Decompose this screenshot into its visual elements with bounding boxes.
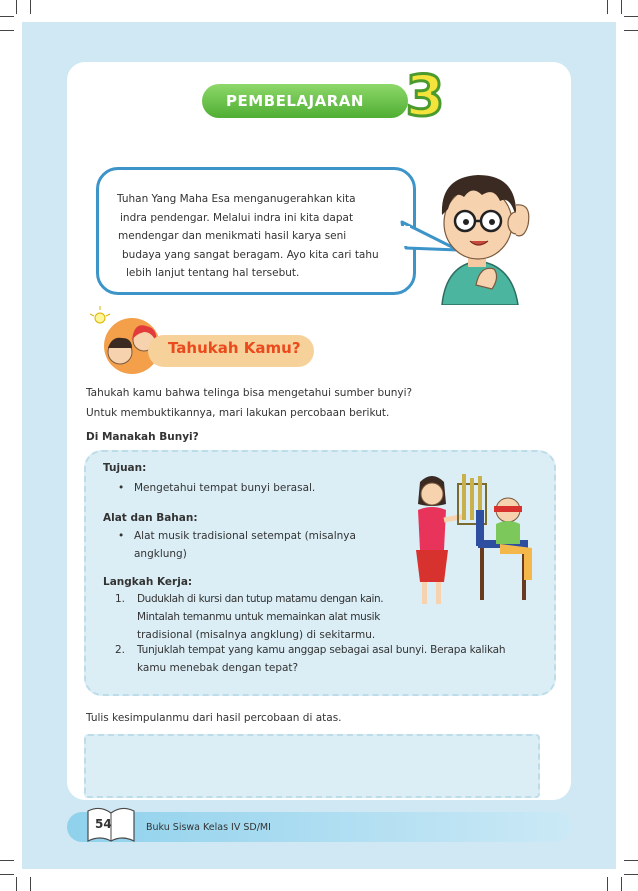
closing-instruction: Tulis kesimpulanmu dari hasil percobaan di atas. xyxy=(86,712,342,724)
intro-line: Untuk membuktikannya, mari lakukan percobaan berikut. xyxy=(86,407,390,419)
crop-mark xyxy=(621,0,622,14)
bullet-icon: • xyxy=(118,530,125,542)
tujuan-label: Tujuan: xyxy=(103,462,147,474)
answer-area xyxy=(84,734,540,798)
crop-mark xyxy=(0,874,14,875)
bubble-line: budaya yang sangat beragam. Ayo kita cari tahu xyxy=(122,248,379,261)
step-line: tradisional (misalnya angklung) di sekitarmu. xyxy=(137,629,376,641)
crop-mark xyxy=(624,30,638,31)
crop-mark xyxy=(0,860,14,861)
bubble-line: mendengar dan menikmati hasil karya seni xyxy=(118,230,347,242)
bullet-icon: • xyxy=(118,482,125,494)
crop-mark xyxy=(0,16,14,17)
step-line: kamu menebak dengan tepat? xyxy=(137,662,299,674)
crop-mark xyxy=(607,877,608,891)
crop-mark xyxy=(621,877,622,891)
step-2 xyxy=(115,641,545,677)
lesson-heading: PEMBELAJARAN xyxy=(202,84,408,118)
alat-item xyxy=(118,527,408,563)
crop-mark xyxy=(607,0,608,14)
kids-angklung-illustration xyxy=(404,470,554,610)
bubble-line: lebih lanjut tentang hal tersebut. xyxy=(126,267,300,279)
bubble-line: indra pendengar. Melalui indra ini kita dapat xyxy=(120,211,354,224)
lesson-number: 3 xyxy=(405,64,445,129)
tujuan-item xyxy=(118,479,398,497)
step-1 xyxy=(115,590,415,644)
crop-mark xyxy=(30,877,31,891)
section-title: Di Manakah Bunyi? xyxy=(86,431,199,443)
footer-bar xyxy=(67,812,571,842)
alat-label: Alat dan Bahan: xyxy=(103,512,198,524)
crop-mark xyxy=(624,16,638,17)
crop-mark xyxy=(0,30,14,31)
step-number: 2. xyxy=(115,644,126,656)
crop-mark xyxy=(624,874,638,875)
alat-text-line1: Alat musik tradisional setempat (misalnya xyxy=(134,530,356,542)
tujuan-text: Mengetahui tempat bunyi berasal. xyxy=(134,482,316,494)
crop-mark xyxy=(30,0,31,14)
alat-text-line2: angklung) xyxy=(134,548,187,560)
boy-illustration xyxy=(420,165,538,305)
step-line: Tunjuklah tempat yang kamu anggap sebagai asal bunyi. Berapa kalikah xyxy=(137,644,506,656)
tahukah-title: Tahukah Kamu? xyxy=(168,339,301,357)
bubble-line: Tuhan Yang Maha Esa menganugerahkan kita xyxy=(117,193,356,205)
step-number: 1. xyxy=(115,593,126,605)
step-line: Duduklah di kursi dan tutup matamu dengan kain. xyxy=(137,593,384,605)
crop-mark xyxy=(16,877,17,891)
crop-mark xyxy=(16,0,17,14)
book-title: Buku Siswa Kelas IV SD/MI xyxy=(146,822,271,833)
speech-bubble-text xyxy=(117,190,407,283)
intro-paragraph xyxy=(86,383,556,423)
step-line: Mintalah temanmu untuk memainkan alat musik xyxy=(137,611,381,623)
intro-line: Tahukah kamu bahwa telinga bisa mengetahui sumber bunyi? xyxy=(86,387,413,399)
langkah-label: Langkah Kerja: xyxy=(103,576,193,588)
page-number: 54 xyxy=(95,817,112,831)
crop-mark xyxy=(624,860,638,861)
